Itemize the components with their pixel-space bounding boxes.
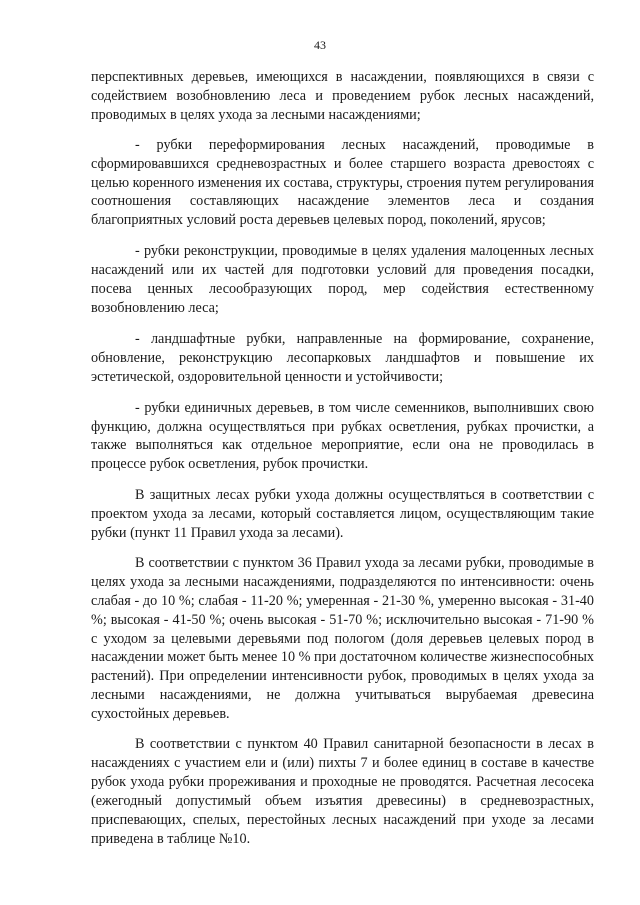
paragraph-intensity-classes: В соответствии с пунктом 36 Правил ухода за лесами рубки, проводимые в целях ухода за лесными насаждениями, подразделяются по интенсивности: очень слабая - до 10 %; слабая - 11-20 %; умеренная - 21-30 %, умеренно высокая - 31-40 %; высокая - 41-50 %; очень высокая - 51-70 %; исключительно высокая - 71-90 % с уходом за целевыми деревьями под пологом (доля деревьев целевых пород в насаждении может быть менее 10 % при достаточном количестве жизнеспособных растений). При определении интенсивности рубок, проводимых в целях ухода за лесными насаждениями, не должна учитываться вырубаемая древесина сухостойных деревьев. — [91, 554, 594, 723]
paragraph-bullet-landscape: - ландшафтные рубки, направленные на формирование, сохранение, обновление, реконструкцию лесопарковых ландшафтов и повышение их эстетической, оздоровительной ценности и устойчивости; — [91, 330, 594, 385]
paragraph-sanitary-rules: В соответствии с пунктом 40 Правил санитарной безопасности в лесах в насаждениях с участием ели и (или) пихты 7 и более единиц в составе в качестве рубок ухода рубки прореживания и проходные не проводятся. Расчетная лесосека (ежегодный допустимый объем изъятия древесины) в средневозрастных, приспевающих, спелых, перестойных лесных насаждений при уходе за лесами приведена в таблице №10. — [91, 736, 594, 847]
page-number: 43 — [314, 38, 326, 52]
paragraph-continuation: перспективных деревьев, имеющихся в насаждении, появляющихся в связи с содействием возобновлению леса и проведением рубок лесных насаждений, проводимых в целях ухода за лесными насаждениями; — [91, 69, 594, 123]
paragraph-protective-forests: В защитных лесах рубки ухода должны осуществляться в соответствии с проектом ухода за лесами, который составляется лицом, осуществляющим такие рубки (пункт 11 Правил ухода за лесами). — [91, 487, 594, 542]
paragraph-bullet-single-trees: - рубки единичных деревьев, в том числе семенников, выполнивших свою функцию, должна осуществляться при рубках осветления, рубках прочистки, а также выполняться как отдельное мероприятие, если она не проводилась в процессе рубок осветления, рубок прочистки. — [91, 399, 594, 473]
paragraph-bullet-reformation: - рубки переформирования лесных насаждений, проводимые в сформировавшихся средневозрастных и более старшего возраста древостоях с целью коренного изменения их состава, структуры, строения путем регулирования соотношения составляющих насаждение элементов леса и создания благоприятных условий роста деревьев целевых пород, поколений, ярусов; — [91, 136, 594, 229]
paragraph-bullet-reconstruction: - рубки реконструкции, проводимые в целях удаления малоценных лесных насаждений или их частей для подготовки условий для проведения посадки, посева ценных лесообразующих пород, мер содействия естественному возобновлению леса; — [91, 243, 594, 316]
page-body — [91, 68, 594, 860]
